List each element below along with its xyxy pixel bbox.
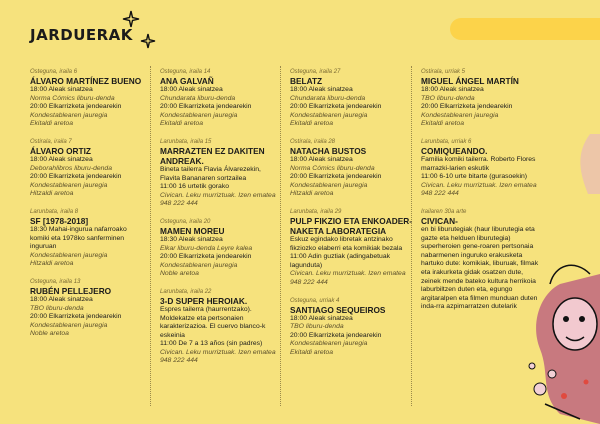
event-detail: Norma Cómics liburu-denda	[30, 94, 115, 102]
event-date: Osteguna, iraila 27	[290, 69, 341, 75]
event-detail: 20:00 Elkarrizketa jendearekin	[290, 103, 382, 111]
event-date: Larunbata, iraila 8	[30, 208, 79, 215]
event-date: Ostirala, urriak 5	[421, 69, 466, 75]
sparkle-icon	[140, 33, 156, 49]
event-title: ÁLVARO MARTÍNEZ BUENO	[30, 76, 142, 86]
event-detail: 18:00 Aleak sinatzea	[290, 155, 353, 163]
event-date: Ostirala, iraila 28	[290, 138, 336, 145]
event-detail: 11:00 6-10 urte bitarte (gurasoekin)	[421, 173, 528, 181]
event-detail: 11:00 Adin guztiak (adingabetuak lagunduta)	[290, 253, 391, 269]
event-entry	[290, 138, 412, 199]
event-date: Larunbata, iraila 15	[160, 138, 212, 145]
event-detail: 18:00 Aleak sinatzea	[30, 295, 93, 303]
event-detail: 18:00 Aleak sinatzea	[160, 86, 223, 93]
event-detail: Kondestablearen jauregia	[30, 181, 108, 189]
event-entry	[421, 68, 543, 129]
event-detail: Civican. Leku murriztuak. Izen ematea 948 222 444	[160, 348, 276, 365]
event-detail: 18:00 Aleak sinatzea	[30, 155, 93, 163]
event-detail: 20:00 Elkarrizketa jendearekin	[30, 313, 122, 321]
sparkle-icon	[122, 10, 140, 28]
event-detail: 20:00 Elkarrizketa jendearekin	[160, 253, 252, 261]
event-detail: Espres tailerra (haurrentzako). Moldekatze eta pertsonaien karakterizazioa. El cuervo blanco-k eskeinia	[160, 305, 266, 339]
event-detail: Eskuz egindako libretak antzinako fikziozko elaberri eta komikiak bezala	[290, 235, 403, 252]
event-detail: Deborahlibros liburu-denda	[30, 164, 112, 172]
event-entry	[160, 68, 282, 129]
event-detail: Ekitaldi aretoa	[290, 120, 334, 128]
event-detail: 20:00 Elkarrizketa jendearekin	[290, 331, 382, 339]
event-detail: Civican. Leku murriztuak. Izen ematea 948 222 444	[421, 181, 537, 198]
event-detail: TBO liburu-denda	[290, 323, 344, 331]
event-date: Osteguna, iraila 6	[30, 69, 78, 75]
event-detail: 18:30 Aleak sinatzea	[160, 235, 223, 243]
event-detail: 18:00 Aleak sinatzea	[290, 86, 353, 93]
event-title: ÁLVARO ORTIZ	[30, 145, 91, 156]
event-entry	[30, 278, 152, 339]
event-title: CIVICAN-	[421, 215, 458, 226]
event-detail: 18:00 Aleak sinatzea	[290, 314, 353, 322]
event-detail: Kondestablearen jauregia	[30, 111, 108, 119]
comic-character-illustration	[520, 134, 600, 424]
event-title: RUBÉN PELLEJERO	[30, 285, 112, 296]
event-entry	[290, 208, 412, 288]
event-detail: Noble aretoa	[30, 330, 69, 338]
event-detail: Kondestablearen jauregia	[421, 111, 499, 119]
event-entry	[30, 68, 152, 129]
event-title: MARRAZTEN EZ DAKITEN ANDREAK.	[160, 145, 265, 166]
event-detail: Kondestablearen jauregia	[160, 111, 238, 119]
event-title: BELATZ	[290, 76, 323, 86]
events-column-1	[30, 68, 152, 348]
event-detail: 11:00 16 urtetik gorako	[160, 183, 230, 191]
event-entry	[30, 208, 152, 269]
event-title: MIGUEL ÁNGEL MARTÍN	[421, 76, 519, 86]
event-detail: Ekitaldi aretoa	[160, 120, 204, 128]
event-title: ANA GALVAÑ	[160, 76, 214, 86]
event-detail: Familia komiki tailerra. Roberto Flores marrazki-larien eskutik	[421, 155, 536, 172]
event-title: SANTIAGO SEQUEIROS	[290, 304, 386, 315]
event-date: Osteguna, iraila 20	[160, 218, 211, 225]
event-entry	[30, 138, 152, 199]
page-title: JARDUERAK	[30, 26, 133, 44]
event-detail: Kondestablearen jauregia	[30, 321, 108, 329]
event-detail: 20:00 Elkarrizketa jendearekin	[160, 103, 252, 111]
event-entry	[290, 297, 412, 358]
event-date: Larunbata, iraila 22	[160, 288, 212, 295]
event-detail: Noble aretoa	[160, 270, 199, 278]
event-detail: Hitzaldi aretoa	[30, 260, 74, 268]
event-detail: TBO liburu-denda	[421, 94, 475, 102]
event-detail: en bi liburutegiak (haur liburutegia eta gazte eta helduen liburutegia) superheroien gene-roaren pertsonaia nabarmenen inguruko erakusketa hartuko dute: komikiak, liburuak, filmak eta irakurketa gidak osatzen dute, zeinek mende bateko kultura herrikoia laburbiltzen duten eta, egungo argitaralpen eta filmen munduan duten inda-rra azpimarratzen dutelarik	[421, 225, 539, 311]
event-detail: TBO liburu-denda	[30, 304, 84, 312]
event-detail: Hitzaldi aretoa	[30, 190, 74, 198]
event-detail: 20:00 Elkarrizketa jendearekin	[421, 103, 513, 111]
event-title: COMIQUEANDO.	[421, 145, 488, 156]
event-date: Osteguna, iraila 14	[160, 69, 211, 75]
event-detail: 20:00 Elkarrizketa jendearekin	[30, 103, 122, 111]
event-detail: Ekitaldi aretoa	[421, 120, 465, 128]
event-detail: 18:30 Mahai-ingurua nafarroako	[30, 225, 127, 233]
event-title: SF [1978-2018]	[30, 215, 89, 226]
event-title: PULP FIKZIO ETA ENKOADER-NAKETA LABORATEGIA	[290, 215, 412, 236]
event-entry	[290, 68, 412, 129]
event-detail: Kondestablearen jauregia	[30, 251, 108, 259]
event-entry	[160, 218, 282, 279]
event-title: MAMEN MOREU	[160, 225, 225, 236]
event-detail: Kondestablearen jauregia	[290, 340, 368, 348]
event-detail: inguruan	[30, 243, 57, 251]
event-detail: Ekitaldi aretoa	[30, 120, 74, 128]
event-title: 3-D SUPER HEROIAK.	[160, 295, 248, 306]
event-date: Larunbata, urriak 6	[421, 138, 472, 145]
event-date: Larunbata, iraila 29	[290, 208, 342, 215]
event-detail: Hitzaldi aretoa	[290, 190, 334, 198]
event-detail: Bineta tailerra Flavia Álvarezekin, Flavita Bananaren sortzailea	[160, 165, 261, 182]
event-date: Osteguna, iraila 13	[30, 278, 81, 285]
event-detail: 20:00 Elkarrizketa jendearekin	[290, 173, 382, 181]
event-detail: Civican. Leku murriztuak. Izen ematea 948 222 444	[160, 191, 276, 208]
events-column-3	[290, 68, 412, 366]
event-date: Irailaren 30a arte	[421, 208, 467, 215]
event-detail: komiki eta 1978ko sanferminen	[30, 234, 125, 242]
event-detail: Norma Cómics liburu-denda	[290, 164, 375, 172]
event-date: Osteguna, urriak 4	[290, 297, 340, 304]
event-detail: Chundarata liburu-denda	[160, 94, 236, 102]
event-detail: Kondestablearen jauregia	[290, 181, 368, 189]
event-detail: 11:00 De 7 a 13 años (sin padres)	[160, 340, 263, 348]
event-detail: Kondestablearen jauregia	[290, 111, 368, 119]
event-detail: 18:00 Aleak sinatzea	[421, 86, 484, 93]
event-detail: 20:00 Elkarrizketa jendearekin	[30, 173, 122, 181]
event-detail: 18:00 Aleak sinatzea	[30, 86, 93, 93]
event-detail: Kondestablearen jauregia	[160, 261, 238, 269]
event-date: Ostirala, iraila 7	[30, 138, 72, 145]
decorative-tab	[450, 18, 600, 40]
event-entry	[160, 138, 282, 209]
event-detail: Elkar liburu-denda Leyre kalea	[160, 244, 253, 252]
event-detail: Ekitaldi aretoa	[290, 348, 334, 356]
event-detail: Civican. Leku murriztuak. Izen ematea 948 222 444	[290, 270, 406, 286]
event-title: NATACHA BUSTOS	[290, 145, 367, 156]
event-detail: Chundarata liburu-denda	[290, 94, 366, 102]
events-column-2	[160, 68, 282, 375]
event-entry	[160, 288, 282, 366]
